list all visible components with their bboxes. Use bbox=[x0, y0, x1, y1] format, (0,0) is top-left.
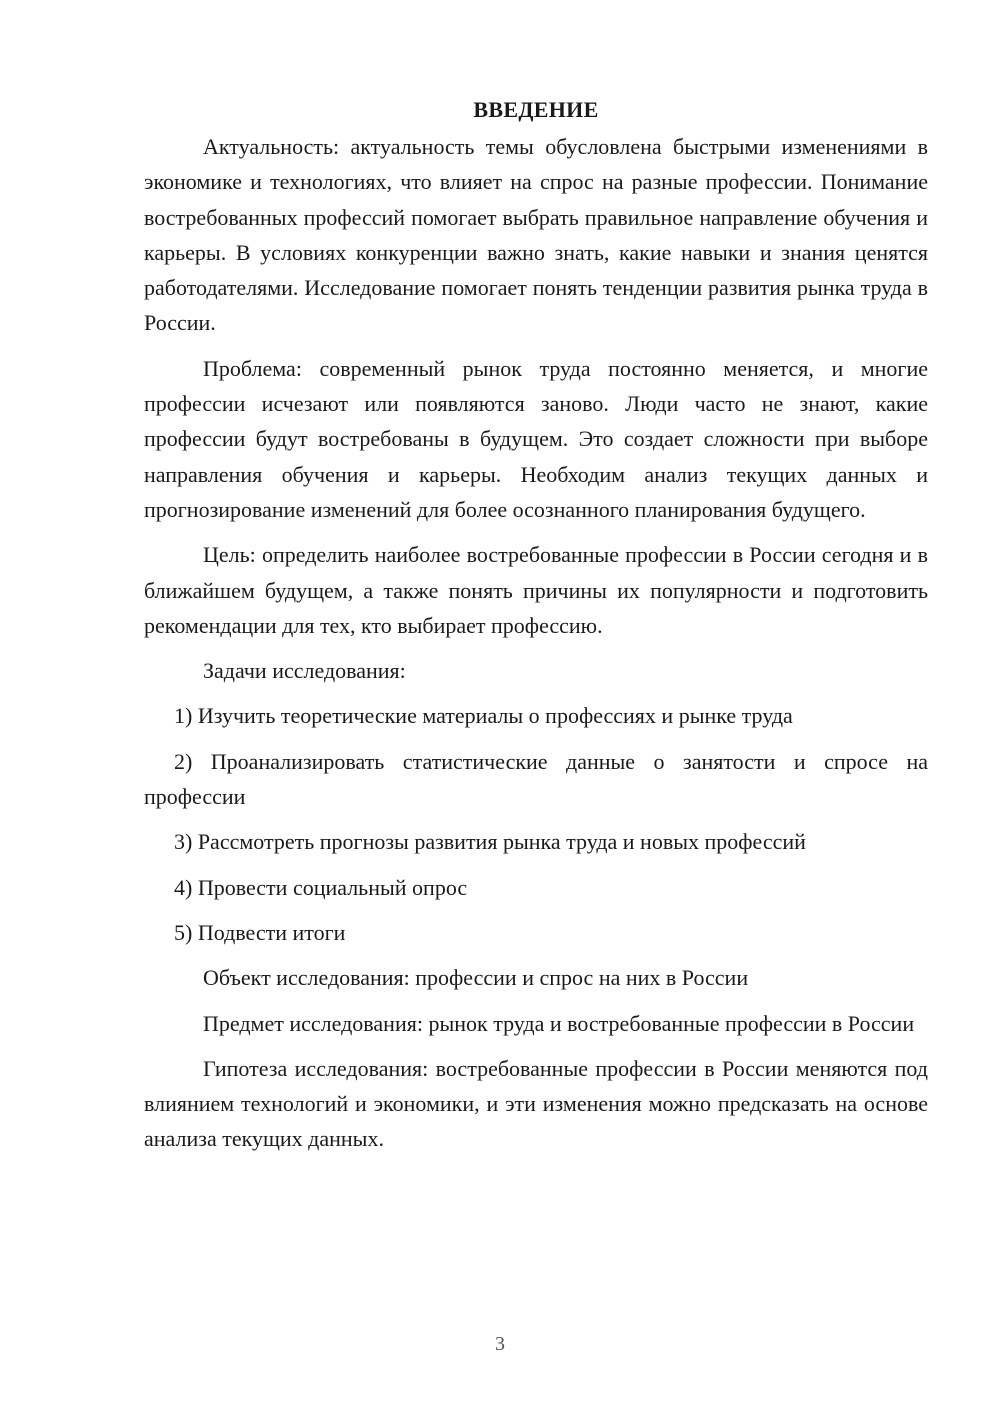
relevance-paragraph: Актуальность: актуальность темы обусловлена быстрыми изменениями в экономике и технологиях, что влияет на спрос на разные профессии. Понимание востребованных профессий помогает выбрать правильное направление обучения и карьеры. В условиях конкуренции важно знать, какие навыки и знания ценятся работодателями. Исследование помогает понять тенденции развития рынка труда в России. bbox=[144, 134, 928, 336]
subject-paragraph: Предмет исследования: рынок труда и востребованные профессии в России bbox=[203, 1010, 915, 1036]
page-number: 3 bbox=[495, 1333, 505, 1355]
tasks-list bbox=[144, 698, 928, 950]
list-item: 2) Проанализировать статистические данные о занятости и спросе на профессии bbox=[144, 748, 928, 810]
list-item: 5) Подвести итоги bbox=[174, 919, 346, 945]
goal-paragraph: Цель: определить наиболее востребованные профессии в России сегодня и в ближайшем будущем, а также понять причины их популярности и подготовить рекомендации для тех, кто выбирает профессию. bbox=[144, 542, 928, 638]
list-item: 4) Провести социальный опрос bbox=[174, 874, 468, 900]
problem-paragraph: Проблема: современный рынок труда постоянно меняется, и многие профессии исчезают или появляются заново. Люди часто не знают, какие профессии будут востребованы в будущем. Это создает сложности при выборе направления обучения и карьеры. Необходим анализ текущих данных и прогнозирование изменений для более осознанного планирования будущего. bbox=[144, 355, 928, 522]
tasks-heading: Задачи исследования: bbox=[203, 658, 406, 684]
document-page bbox=[144, 92, 928, 1157]
list-item: 3) Рассмотреть прогнозы развития рынка труда и новых профессий bbox=[174, 829, 806, 855]
page-title: ВВЕДЕНИЕ bbox=[473, 97, 599, 122]
object-paragraph: Объект исследования: профессии и спрос на них в России bbox=[203, 965, 749, 991]
hypothesis-paragraph: Гипотеза исследования: востребованные профессии в России меняются под влиянием технологий и экономики, и эти изменения можно предсказать на основе анализа текущих данных. bbox=[144, 1055, 928, 1152]
list-item: 1) Изучить теоретические материалы о профессиях и рынке труда bbox=[174, 703, 793, 729]
